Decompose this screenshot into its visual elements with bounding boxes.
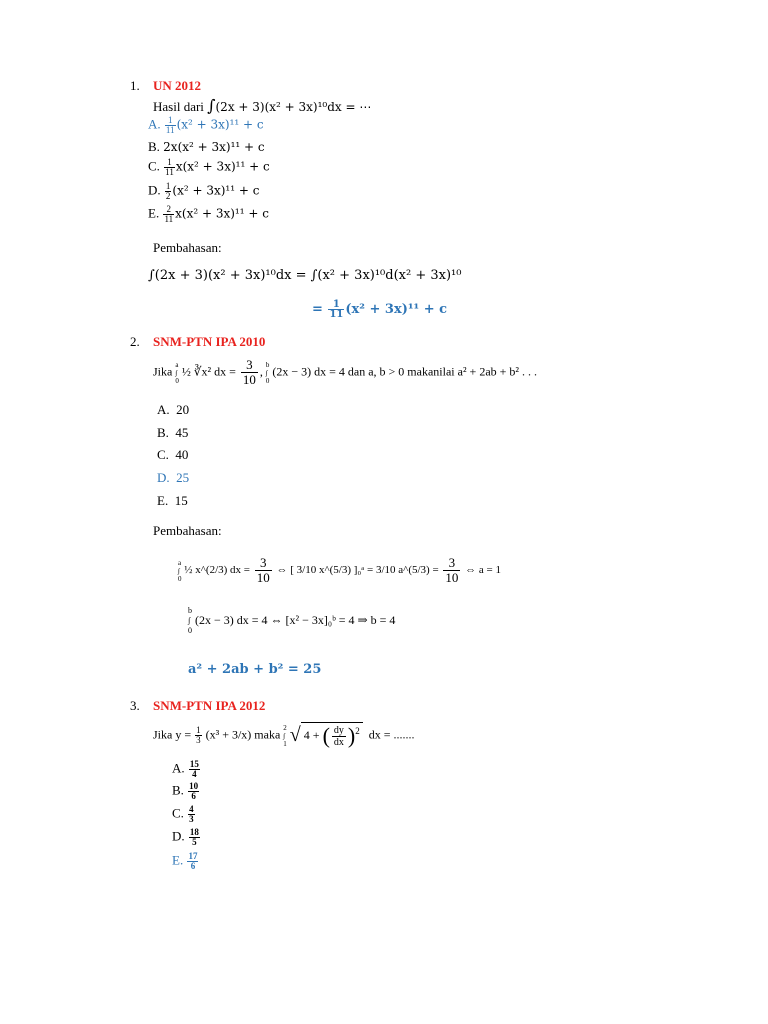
q2-option-d[interactable]: D. 25 (157, 470, 190, 485)
q3-option-b[interactable]: B. $\frac{10}{6}$ (172, 781, 199, 801)
q2-number: 2. (130, 334, 140, 349)
q2-step1: a ∫ 0 ½ x^(2/3) dx = $\frac{3}{10}$ ⇔ [ 3/10 x^(5/3) ]₀ᵃ = 3/10 a^(5/3) = $\frac{3}{10}$ ⇔ a = 1 (178, 555, 502, 585)
q2-source: SNM-PTN IPA 2010 (153, 334, 266, 349)
q2-discussion-label: Pembahasan: (153, 523, 222, 538)
q1-source: UN 2012 (153, 78, 202, 93)
q3-source: SNM-PTN IPA 2012 (153, 698, 266, 713)
q3-option-d[interactable]: D. $\frac{18}{5}$ (172, 827, 199, 847)
q1-option-d[interactable]: D. $\frac{1}{2}$ (x² + 3x)¹¹ + c (148, 181, 260, 201)
q2-option-c[interactable]: C. 40 (157, 447, 189, 462)
q2-result: a² + 2ab + b² = 25 (188, 662, 322, 677)
q1-result: = $\frac{1}{11}$ (x² + 3x)¹¹ + c (312, 299, 448, 320)
q2-step2: b ∫ 0 (2x − 3) dx = 4 ⇔ [x² − 3x]₀ᵇ = 4 ⇒ b = 4 (188, 606, 396, 635)
q1-option-b[interactable]: B. 2x(x² + 3x)¹¹ + c (148, 139, 265, 154)
q3-question: Jika y = $\frac{1}{3}$ (x³ + 3/x) maka 2 ∫ 1 √ 4 + ( $\frac{dy}{dx}$ )$^2$ dx = ....... (153, 723, 415, 748)
q1-option-a[interactable]: A. $\frac{1}{11}$ (x² + 3x)¹¹ + c (148, 115, 264, 135)
q1-number: 1. (130, 78, 140, 93)
q3-option-e[interactable]: E. $\frac{17}{6}$ (172, 851, 198, 871)
q1-step1: ∫(2x + 3)(x² + 3x)¹⁰dx = ∫(x² + 3x)¹⁰d(x² + 3x)¹⁰ (148, 268, 462, 283)
q2-option-a[interactable]: A. 20 (157, 402, 190, 417)
q2-option-e[interactable]: E. 15 (157, 493, 188, 508)
q2-option-b[interactable]: B. 45 (157, 425, 189, 440)
q1-option-e[interactable]: E. $\frac{2}{11}$ x(x² + 3x)¹¹ + c (148, 204, 269, 224)
q1-question: Hasil dari ∫(2x + 3)(x² + 3x)¹⁰dx = ⋯ (153, 96, 372, 115)
q3-option-c[interactable]: C. $\frac{4}{3}$ (172, 804, 194, 824)
q1-option-c[interactable]: C. $\frac{1}{11}$ x(x² + 3x)¹¹ + c (148, 157, 270, 177)
q3-number: 3. (130, 698, 140, 713)
q1-discussion-label: Pembahasan: (153, 240, 222, 255)
q1-question-expr: ∫(2x + 3)(x² + 3x)¹⁰dx = ⋯ (207, 96, 372, 115)
q3-option-a[interactable]: A. $\frac{15}{4}$ (172, 759, 199, 779)
q2-question: Jika a ∫ 0 ½ ∛x² dx = $\frac{3}{10}$ , b ∫ 0 (2x − 3) dx = 4 dan a, b > 0 makanilai a² + 2ab + b² . . . (153, 357, 538, 387)
